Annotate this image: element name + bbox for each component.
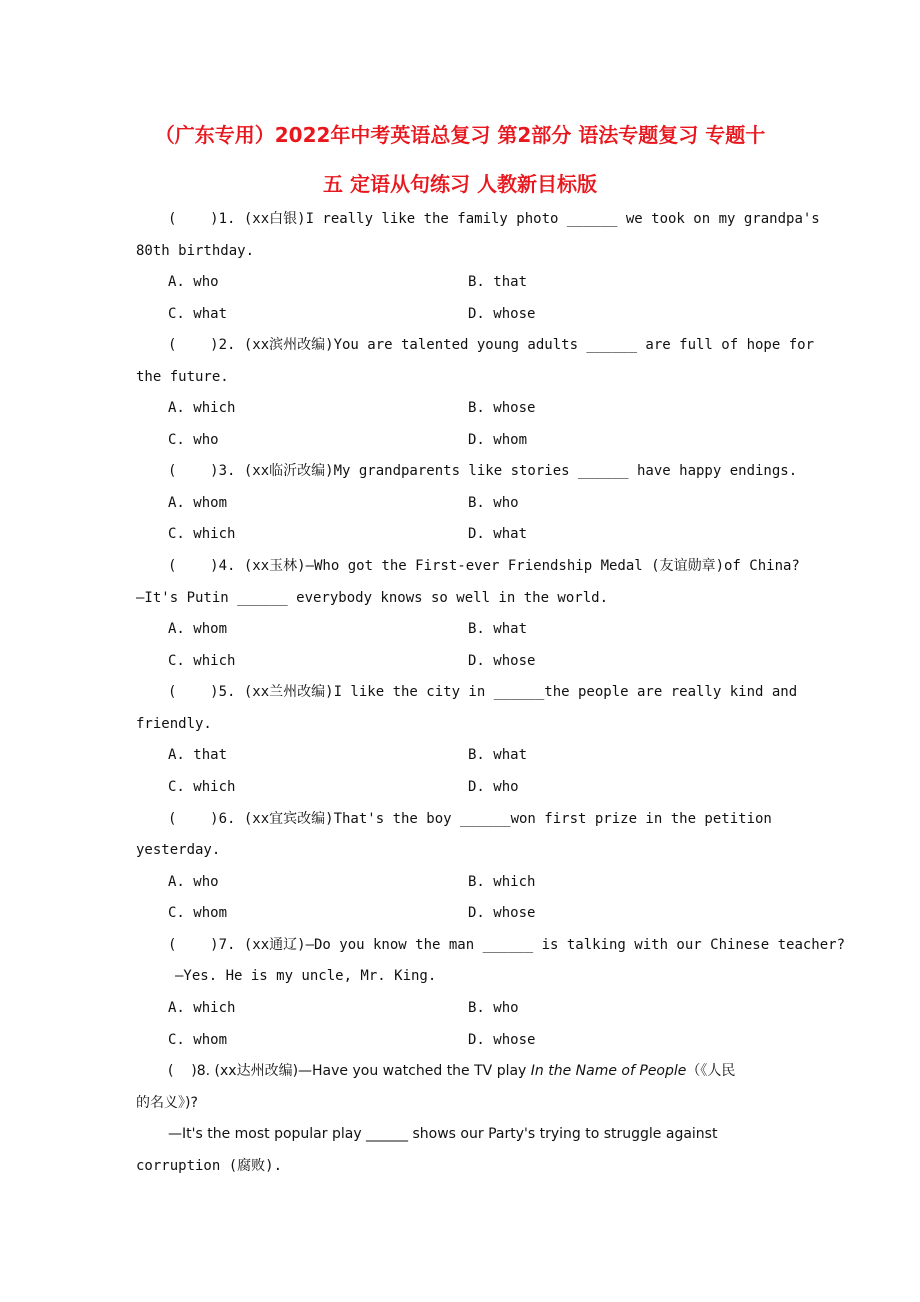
question-6-continuation: yesterday. <box>136 842 221 858</box>
question-1-option-c: C. what <box>168 306 228 322</box>
question-8-stem-suffix: （《人民 <box>686 1063 736 1079</box>
question-3-option-c: C. which <box>168 526 236 542</box>
question-3-stem: ( )3. (xx临沂改编)My grandparents like stories ______ have happy endings. <box>168 463 798 479</box>
question-5-option-d: D. who <box>468 779 519 795</box>
page-title-line-1: （广东专用）2022年中考英语总复习 第2部分 语法专题复习 专题十 <box>154 123 766 147</box>
question-5-option-a: A. that <box>168 747 228 763</box>
question-4-option-c: C. which <box>168 653 236 669</box>
question-6-option-d: D. whose <box>468 905 536 921</box>
question-8-continuation: 的名义》)? <box>136 1095 198 1111</box>
question-7-option-c: C. whom <box>168 1032 228 1048</box>
page-title-line-2: 五 定语从句练习 人教新目标版 <box>323 172 597 196</box>
question-7-option-b: B. who <box>468 1000 519 1016</box>
question-8-reply: —It's the most popular play ______ shows our Party's trying to struggle against <box>168 1126 718 1142</box>
question-6-stem: ( )6. (xx宜宾改编)That's the boy ______won first prize in the petition <box>168 811 772 827</box>
question-3-option-b: B. who <box>468 495 519 511</box>
question-2-option-d: D. whom <box>468 432 528 448</box>
question-7-stem: ( )7. (xx通辽)—Do you know the man ______ is talking with our Chinese teacher? <box>168 937 846 953</box>
question-7-reply: —Yes. He is my uncle, Mr. King. <box>175 968 437 984</box>
question-2-continuation: the future. <box>136 369 229 385</box>
question-3-option-a: A. whom <box>168 495 228 511</box>
question-8-stem-prefix: ( )8. (xx达州改编)—Have you watched the TV play <box>168 1063 531 1079</box>
question-8-stem <box>168 1062 840 1080</box>
question-2-option-c: C. who <box>168 432 219 448</box>
question-3-option-d: D. what <box>468 526 528 542</box>
question-5-option-c: C. which <box>168 779 236 795</box>
question-4-reply: —It's Putin ______ everybody knows so well in the world. <box>136 590 609 606</box>
question-8-reply-continuation: corruption (腐败). <box>136 1158 283 1174</box>
question-1-continuation: 80th birthday. <box>136 243 255 259</box>
question-7-option-d: D. whose <box>468 1032 536 1048</box>
question-4-option-a: A. whom <box>168 621 228 637</box>
question-6-option-a: A. who <box>168 874 219 890</box>
question-7-option-a: A. which <box>168 1000 236 1016</box>
question-1-option-a: A. who <box>168 274 219 290</box>
question-4-option-b: B. what <box>468 621 528 637</box>
question-4-option-d: D. whose <box>468 653 536 669</box>
question-5-continuation: friendly. <box>136 716 212 732</box>
question-6-option-b: B. which <box>468 874 536 890</box>
question-5-option-b: B. what <box>468 747 528 763</box>
question-5-stem: ( )5. (xx兰州改编)I like the city in ______the people are really kind and <box>168 684 798 700</box>
question-4-stem: ( )4. (xx玉林)—Who got the First-ever Friendship Medal (友谊勋章)of China? <box>168 558 800 574</box>
question-1-option-d: D. whose <box>468 306 536 322</box>
question-8-play-title: In the Name of People <box>530 1063 687 1079</box>
question-2-option-a: A. which <box>168 400 236 416</box>
question-1-option-b: B. that <box>468 274 528 290</box>
question-2-stem: ( )2. (xx滨州改编)You are talented young adults ______ are full of hope for <box>168 337 815 353</box>
question-6-option-c: C. whom <box>168 905 228 921</box>
question-1-stem: ( )1. (xx白银)I really like the family photo ______ we took on my grandpa's <box>168 211 820 227</box>
question-2-option-b: B. whose <box>468 400 536 416</box>
